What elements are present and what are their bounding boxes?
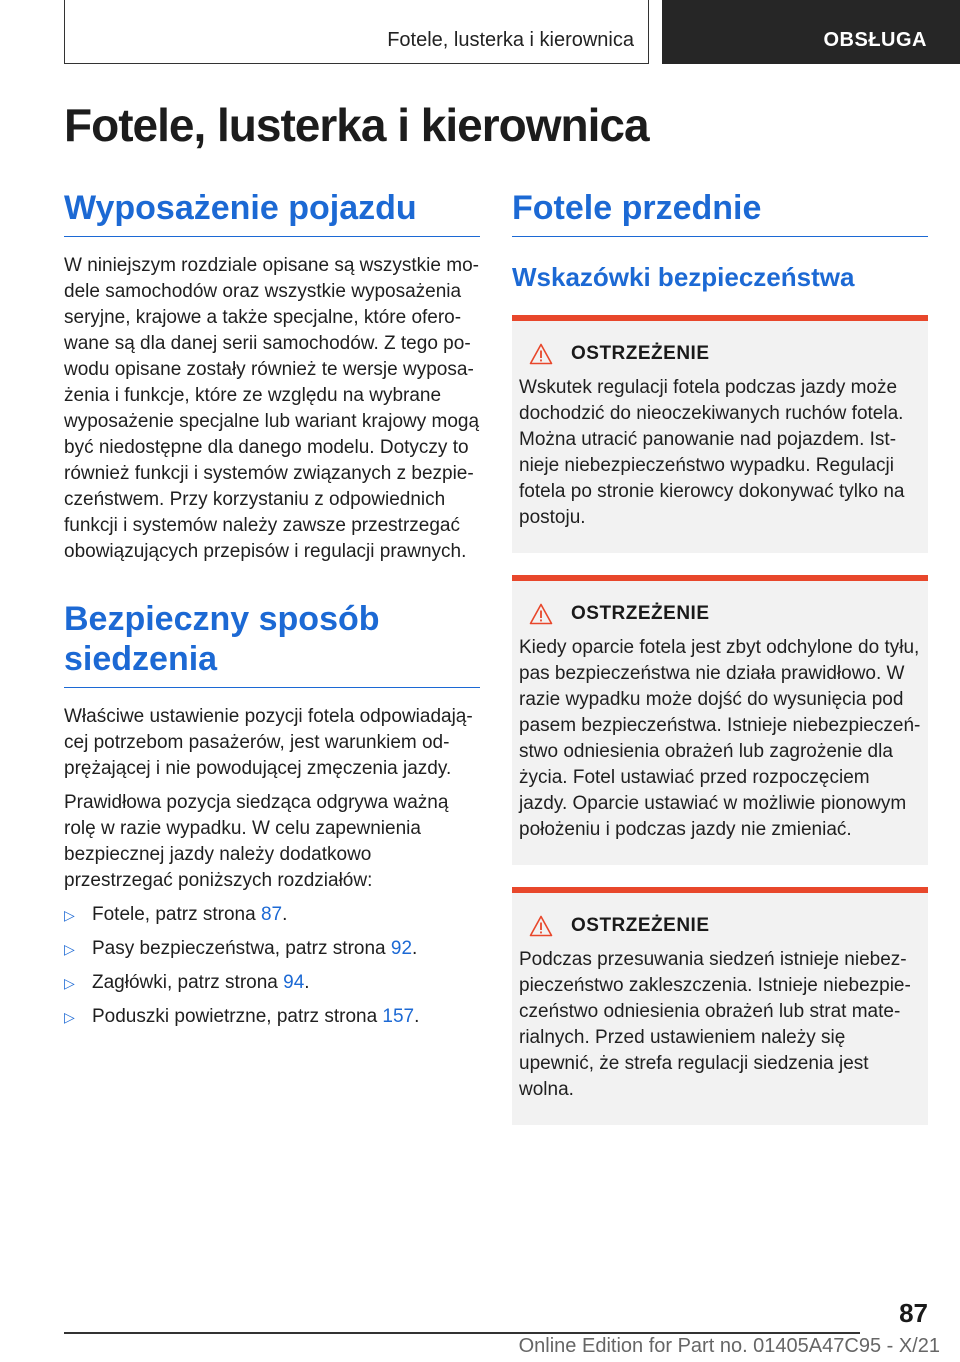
page-link[interactable]: 87 <box>260 904 283 925</box>
warning-box <box>512 575 928 865</box>
heading-safety-notes: Wskazówki bezpieczeństwa <box>512 262 855 292</box>
running-header-title: Fotele, lusterka i kierownica <box>387 29 634 51</box>
page-title: Fotele, lusterka i kierownica <box>64 99 649 151</box>
page-number: 87 <box>899 1298 928 1328</box>
triangle-bullet-icon: ▷ <box>64 907 75 923</box>
heading-vehicle-equipment: Wyposażenie pojazdu <box>64 188 480 237</box>
triangle-bullet-icon: ▷ <box>64 975 75 991</box>
list-item: ▷ Pasy bezpieczeństwa, patrz strona 92. <box>64 936 480 962</box>
reference-text: Poduszki powietrzne, patrz strona <box>92 1006 383 1027</box>
heading-front-seats: Fotele przednie <box>512 188 928 237</box>
warning-text: Wskutek regulacji fotela podczas jazdy może dochodzić do nieoczekiwanych ruchów fotela. Można utracić panowanie nad pojazdem. Istnieje niebezpieczeństwo wypadku. Regulacji fotela po stronie kierowcy dokonywać tylko na postoju. <box>519 377 905 528</box>
list-item: ▷ Zagłówki, patrz strona 94. <box>64 970 480 996</box>
left-column <box>64 188 480 1030</box>
warning-text: Kiedy oparcie fotela jest zbyt odchylone do tyłu, pas bezpieczeństwa nie działa prawidłowo. W razie wypadku może dojść do wysunięcia pod pasem bezpieczeństwa. Istnieje niebezpieczeństwo odniesienia obrażeń lub zagrożenie dla życia. Fotel ustawiać przed rozpoczęciem jazdy. Oparcie ustawiać w możliwie pionowym położeniu i podczas jazdy nie zmieniać. <box>519 637 921 840</box>
section-tab-label: OBSŁUGA <box>823 29 927 51</box>
warning-title: OSTRZEŻENIE <box>571 343 710 364</box>
triangle-bullet-icon: ▷ <box>64 941 75 957</box>
warning-title: OSTRZEŻENIE <box>571 603 710 624</box>
warning-box <box>512 315 928 553</box>
right-column <box>512 188 928 1125</box>
running-header <box>64 0 649 64</box>
warning-box <box>512 887 928 1125</box>
warning-title: OSTRZEŻENIE <box>571 915 710 936</box>
warning-triangle-icon <box>529 343 553 365</box>
page-link[interactable]: 94 <box>283 972 305 993</box>
reference-text: Zagłówki, patrz strona <box>92 972 284 993</box>
reference-list <box>64 902 480 1030</box>
footer-divider <box>64 1332 860 1334</box>
equipment-paragraph: W niniejszym rozdziale opisane są wszystkie modele samochodów oraz wszystkie wyposażenia seryjne, krajowe a także specjalne, które oferowane są dla danej serii samochodów. Z tego powodu opisane zostały również te wersje wyposażenia i funkcje, które ze względu na wybrane wyposażenie specjalne lub wariant krajowy mogą być niedostępne dla danego modelu. Dotyczy to również funkcji i systemów związanych z bezpieczeństwem. Przy korzystaniu z odpowiednich funkcji i systemów należy zawsze przestrzegać obowiązujących przepisów i regulacji prawnych. <box>64 255 480 562</box>
page-link[interactable]: 92 <box>390 938 413 959</box>
list-item: ▷ Poduszki powietrzne, patrz strona 157. <box>64 1004 480 1030</box>
warning-triangle-icon <box>529 915 553 937</box>
warning-text: Podczas przesuwania siedzeń istnieje niebezpieczeństwo zakleszczenia. Istnieje niebezpieczeństwo odniesienia obrażeń lub strat materialnych. Przed ustawieniem należy się upewnić, że strefa regulacji siedzenia jest wolna. <box>519 949 911 1100</box>
reference-text: Fotele, patrz strona <box>92 904 261 925</box>
page-link[interactable]: 157 <box>382 1006 415 1027</box>
edition-footer: Online Edition for Part no. 01405A47C95 - X/21 <box>518 1335 940 1357</box>
triangle-bullet-icon: ▷ <box>64 1009 75 1025</box>
list-item: ▷ Fotele, patrz strona 87. <box>64 902 480 928</box>
heading-safe-seating: Bezpieczny sposób siedzenia <box>64 599 480 688</box>
seating-paragraph-1: Właściwe ustawienie pozycji fotela odpowiadającej potrzebom pasażerów, jest warunkiem odprężającej i nie powodującej zmęczenia jazdy. <box>64 706 473 779</box>
seating-paragraph-2: Prawidłowa pozycja siedząca odgrywa ważną rolę w razie wypadku. W celu zapewnienia bezpiecznej jazdy należy dodatkowo przestrzegać poniższych rozdziałów: <box>64 792 449 891</box>
warning-triangle-icon <box>529 603 553 625</box>
section-tab <box>662 0 960 64</box>
reference-text: Pasy bezpieczeństwa, patrz strona <box>92 938 391 959</box>
